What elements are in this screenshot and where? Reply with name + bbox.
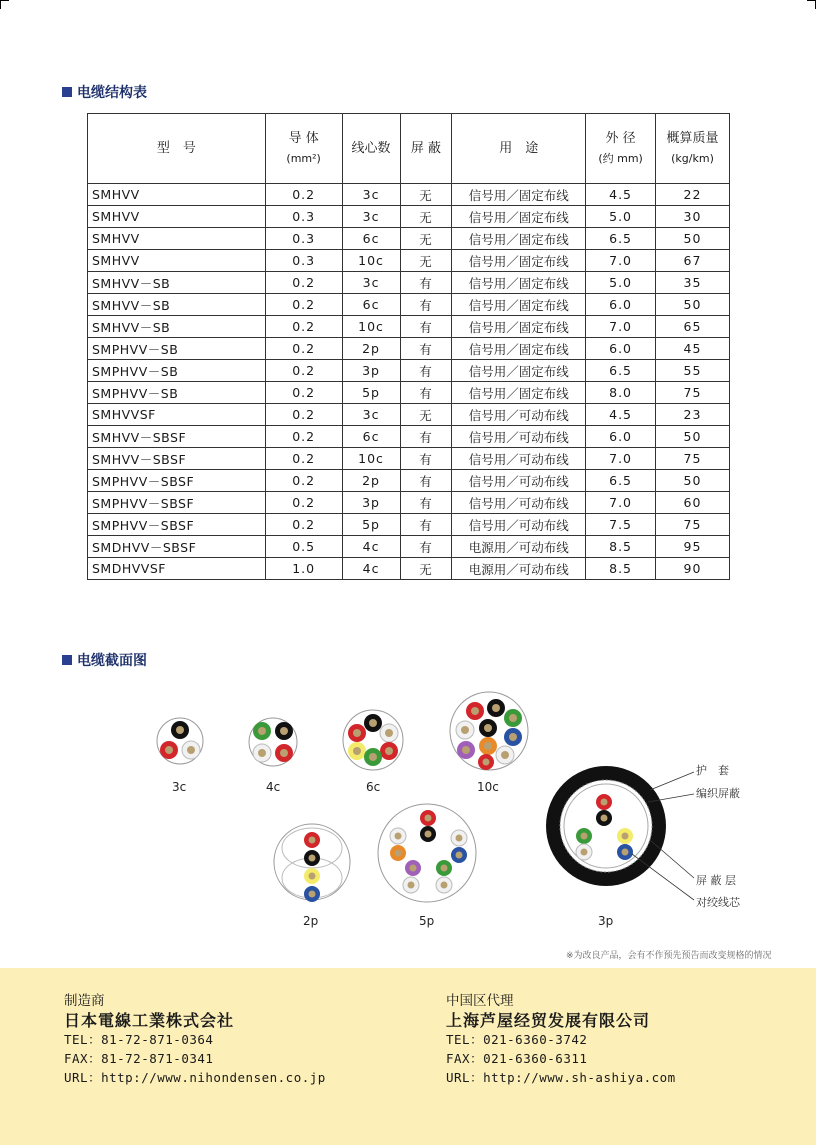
cell-od: 4.5: [586, 404, 656, 426]
cell-model: SMPHVV－SB: [88, 338, 266, 360]
agent-fax: FAX：021-6360-6311: [446, 1051, 588, 1066]
cell-model: SMHVV－SB: [88, 272, 266, 294]
cell-weight: 22: [656, 184, 730, 206]
cell-use: 信号用／固定布线: [452, 206, 586, 228]
cell-cores: 2p: [342, 338, 400, 360]
cell-cores: 5p: [342, 514, 400, 536]
cell-shield: 有: [400, 514, 452, 536]
cell-model: SMPHVV－SBSF: [88, 514, 266, 536]
label-3c: 3c: [172, 780, 187, 794]
cell-conductor: 0.2: [265, 426, 342, 448]
cell-weight: 50: [656, 426, 730, 448]
cell-od: 8.5: [586, 558, 656, 580]
cell-weight: 45: [656, 338, 730, 360]
cell-conductor: 0.3: [265, 206, 342, 228]
header-weight: 概算质量 (kg/km): [656, 114, 730, 184]
label-2p: 2p: [303, 914, 319, 928]
cell-weight: 50: [656, 228, 730, 250]
cell-shield: 有: [400, 360, 452, 382]
cell-cores: 10c: [342, 250, 400, 272]
header-use: 用 途: [452, 114, 586, 184]
cell-shield: 有: [400, 272, 452, 294]
cell-shield: 有: [400, 316, 452, 338]
cell-use: 信号用／固定布线: [452, 272, 586, 294]
cell-use: 信号用／可动布线: [452, 492, 586, 514]
cell-conductor: 0.2: [265, 272, 342, 294]
table-row: [88, 184, 730, 206]
cell-model: SMDHVV－SBSF: [88, 536, 266, 558]
cell-weight: 30: [656, 206, 730, 228]
cell-od: 4.5: [586, 184, 656, 206]
cell-conductor: 0.2: [265, 404, 342, 426]
cell-weight: 90: [656, 558, 730, 580]
cell-cores: 3c: [342, 184, 400, 206]
cell-od: 6.0: [586, 338, 656, 360]
cell-use: 信号用／固定布线: [452, 184, 586, 206]
cell-shield: 有: [400, 492, 452, 514]
cell-cores: 2p: [342, 470, 400, 492]
cross-section-6c: [343, 710, 403, 770]
cell-model: SMHVV－SB: [88, 294, 266, 316]
cross-section-10c: [450, 692, 528, 770]
table-row: [88, 316, 730, 338]
cell-conductor: 0.2: [265, 294, 342, 316]
cell-shield: 有: [400, 536, 452, 558]
cell-cores: 3c: [342, 404, 400, 426]
label-10c: 10c: [477, 780, 499, 794]
cell-od: 7.0: [586, 250, 656, 272]
table-row: [88, 558, 730, 580]
cell-model: SMHVV: [88, 206, 266, 228]
section-title-structure: 电缆结构表: [62, 82, 147, 102]
cell-model: SMHVV: [88, 250, 266, 272]
cell-shield: 有: [400, 382, 452, 404]
header-model: 型 号: [88, 114, 266, 184]
cell-od: 7.0: [586, 316, 656, 338]
cell-weight: 50: [656, 294, 730, 316]
cell-use: 信号用／可动布线: [452, 448, 586, 470]
table-row: [88, 536, 730, 558]
cell-od: 7.5: [586, 514, 656, 536]
cell-conductor: 0.2: [265, 514, 342, 536]
cross-section-4c: [249, 718, 297, 766]
crop-mark-top-right: [807, 0, 816, 9]
cable-cross-section-diagram: [0, 690, 816, 940]
cell-weight: 75: [656, 382, 730, 404]
cell-conductor: 0.2: [265, 470, 342, 492]
cell-shield: 有: [400, 294, 452, 316]
section-title-cross-section: 电缆截面图: [62, 650, 147, 670]
cell-shield: 有: [400, 470, 452, 492]
cell-conductor: 0.2: [265, 338, 342, 360]
cell-cores: 10c: [342, 448, 400, 470]
crop-mark-top-left: [0, 0, 9, 9]
table-row: [88, 228, 730, 250]
cell-od: 6.0: [586, 294, 656, 316]
cell-conductor: 0.2: [265, 448, 342, 470]
callout-braid-shield: 编织屏蔽: [696, 787, 740, 800]
cell-model: SMHVV: [88, 228, 266, 250]
cell-cores: 3c: [342, 272, 400, 294]
label-5p: 5p: [419, 914, 435, 928]
cell-shield: 有: [400, 338, 452, 360]
cell-shield: 有: [400, 448, 452, 470]
cell-weight: 55: [656, 360, 730, 382]
cell-shield: 无: [400, 206, 452, 228]
cell-use: 信号用／可动布线: [452, 426, 586, 448]
manufacturer-company: 日本電線工業株式会社: [64, 1011, 235, 1030]
cell-weight: 23: [656, 404, 730, 426]
cell-weight: 50: [656, 470, 730, 492]
table-row: [88, 272, 730, 294]
table-row: [88, 382, 730, 404]
header-od: 外 径 (约 mm): [586, 114, 656, 184]
cell-od: 5.0: [586, 272, 656, 294]
label-6c: 6c: [366, 780, 381, 794]
cell-model: SMDHVVSF: [88, 558, 266, 580]
table-row: [88, 250, 730, 272]
table-row: [88, 404, 730, 426]
cell-weight: 60: [656, 492, 730, 514]
cell-use: 信号用／固定布线: [452, 250, 586, 272]
cell-cores: 4c: [342, 536, 400, 558]
cross-section-2p: [274, 824, 350, 902]
cell-weight: 67: [656, 250, 730, 272]
cell-use: 信号用／固定布线: [452, 338, 586, 360]
cell-model: SMHVV－SBSF: [88, 448, 266, 470]
table-row: [88, 338, 730, 360]
cell-cores: 5p: [342, 382, 400, 404]
cell-model: SMHVV－SB: [88, 316, 266, 338]
cell-model: SMPHVV－SBSF: [88, 492, 266, 514]
manufacturer-url[interactable]: URL：http://www.nihondensen.co.jp: [64, 1070, 326, 1085]
cell-cores: 3c: [342, 206, 400, 228]
cell-model: SMPHVV－SB: [88, 382, 266, 404]
cell-conductor: 0.5: [265, 536, 342, 558]
table-row: [88, 448, 730, 470]
cell-weight: 95: [656, 536, 730, 558]
agent-info: [446, 992, 676, 1087]
cell-conductor: 0.3: [265, 250, 342, 272]
table-row: [88, 514, 730, 536]
cross-section-5p: [378, 804, 476, 902]
table-row: [88, 426, 730, 448]
table-row: [88, 492, 730, 514]
cell-od: 6.5: [586, 470, 656, 492]
cell-conductor: 0.2: [265, 184, 342, 206]
table-row: [88, 470, 730, 492]
manufacturer-fax: FAX：81-72-871-0341: [64, 1051, 214, 1066]
cell-conductor: 0.2: [265, 316, 342, 338]
header-conductor: 导 体 (mm²): [265, 114, 342, 184]
cell-conductor: 0.3: [265, 228, 342, 250]
table-row: [88, 294, 730, 316]
cell-od: 8.0: [586, 382, 656, 404]
cell-conductor: 1.0: [265, 558, 342, 580]
footer-contact-band: [0, 968, 816, 1145]
cable-structure-table: [87, 113, 730, 580]
cross-section-3p: [546, 766, 694, 900]
cell-use: 信号用／固定布线: [452, 360, 586, 382]
square-bullet-icon: [62, 87, 72, 97]
cell-weight: 75: [656, 448, 730, 470]
callout-sheath: 护 套: [696, 764, 729, 777]
cell-od: 6.0: [586, 426, 656, 448]
label-3p: 3p: [598, 914, 614, 928]
callout-twisted-pair: 对绞线芯: [696, 896, 740, 909]
cell-use: 电源用／可动布线: [452, 558, 586, 580]
cell-cores: 3p: [342, 492, 400, 514]
cell-shield: 有: [400, 426, 452, 448]
cell-shield: 无: [400, 228, 452, 250]
header-shield: 屏 蔽: [400, 114, 452, 184]
manufacturer-tel: TEL：81-72-871-0364: [64, 1032, 214, 1047]
cell-use: 电源用／可动布线: [452, 536, 586, 558]
cell-conductor: 0.2: [265, 360, 342, 382]
cell-cores: 3p: [342, 360, 400, 382]
label-4c: 4c: [266, 780, 281, 794]
manufacturer-info: [64, 992, 326, 1087]
square-bullet-icon: [62, 655, 72, 665]
manufacturer-label: 制造商: [64, 993, 105, 1009]
cell-cores: 6c: [342, 426, 400, 448]
callout-shield-layer: 屏 蔽 层: [696, 874, 736, 887]
table-header-row: [88, 114, 730, 184]
cell-model: SMHVV: [88, 184, 266, 206]
cell-cores: 6c: [342, 294, 400, 316]
cell-od: 7.0: [586, 492, 656, 514]
cell-model: SMHVVSF: [88, 404, 266, 426]
header-cores: 线心数: [342, 114, 400, 184]
agent-company: 上海芦屋经贸发展有限公司: [446, 1011, 651, 1030]
cell-weight: 35: [656, 272, 730, 294]
cell-cores: 6c: [342, 228, 400, 250]
cell-cores: 10c: [342, 316, 400, 338]
cell-model: SMHVV－SBSF: [88, 426, 266, 448]
cell-cores: 4c: [342, 558, 400, 580]
cell-od: 8.5: [586, 536, 656, 558]
cell-use: 信号用／可动布线: [452, 470, 586, 492]
agent-label: 中国区代理: [446, 993, 514, 1009]
cell-shield: 无: [400, 250, 452, 272]
cell-use: 信号用／固定布线: [452, 294, 586, 316]
cell-use: 信号用／可动布线: [452, 404, 586, 426]
table-row: [88, 360, 730, 382]
cell-model: SMPHVV－SB: [88, 360, 266, 382]
cell-weight: 75: [656, 514, 730, 536]
agent-url[interactable]: URL：http://www.sh-ashiya.com: [446, 1070, 676, 1085]
cell-conductor: 0.2: [265, 492, 342, 514]
cell-conductor: 0.2: [265, 382, 342, 404]
cell-od: 7.0: [586, 448, 656, 470]
cell-shield: 无: [400, 404, 452, 426]
disclaimer-note: ※为改良产品，会有不作预先预告而改变规格的情况: [566, 951, 772, 961]
cell-od: 5.0: [586, 206, 656, 228]
table-row: [88, 206, 730, 228]
cell-use: 信号用／固定布线: [452, 382, 586, 404]
cell-shield: 无: [400, 184, 452, 206]
cross-section-3c: [157, 718, 203, 764]
cell-od: 6.5: [586, 228, 656, 250]
cell-od: 6.5: [586, 360, 656, 382]
cell-model: SMPHVV－SBSF: [88, 470, 266, 492]
agent-tel: TEL：021-6360-3742: [446, 1032, 588, 1047]
cell-shield: 无: [400, 558, 452, 580]
cell-use: 信号用／可动布线: [452, 514, 586, 536]
cell-use: 信号用／固定布线: [452, 228, 586, 250]
cell-use: 信号用／固定布线: [452, 316, 586, 338]
cell-weight: 65: [656, 316, 730, 338]
